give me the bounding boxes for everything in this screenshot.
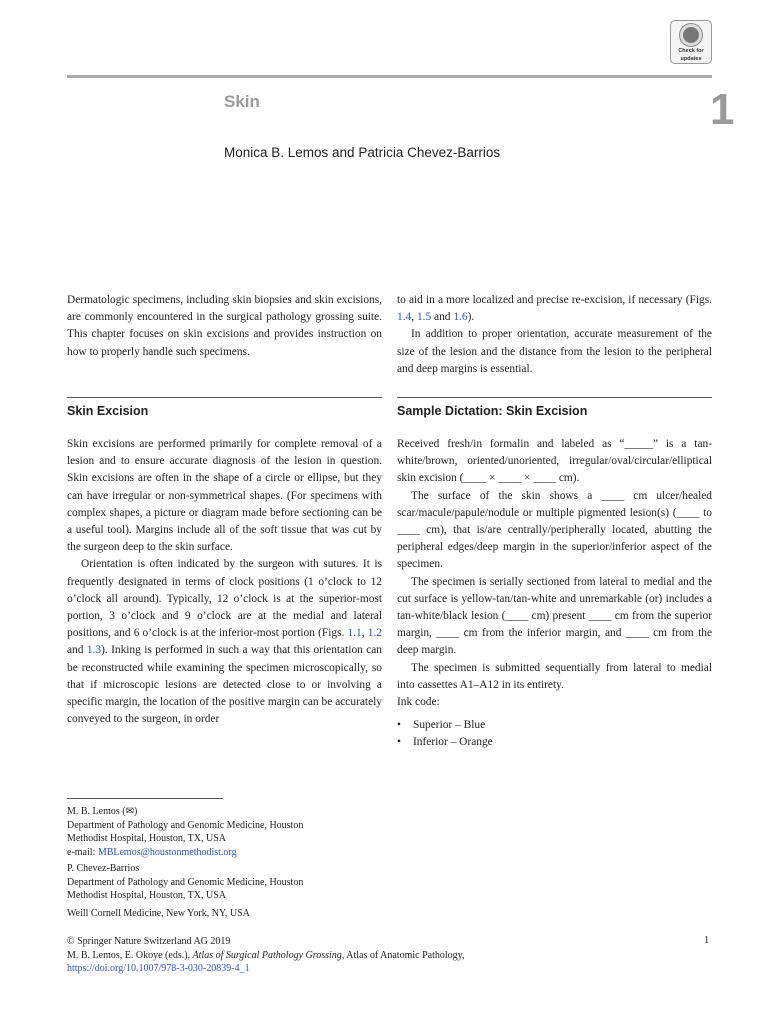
authors: Monica B. Lemos and Patricia Chevez-Barrios xyxy=(224,145,501,160)
affiliation-lemos xyxy=(67,805,367,859)
affiliation-weill-cornell: Weill Cornell Medicine, New York, NY, USA xyxy=(67,908,250,919)
page-number: 1 xyxy=(704,935,710,946)
skin-excision-paragraph-2: Orientation is often indicated by the surgeon with sutures. It is frequently designated in terms of clock positions (1 o’clock to 12 o’clock all around). Typically, 12 o’clock is at the superior-most portion, 3 o’clock and 9 o’clock are at the medial and lateral positions, and 6 o’clock is at the inferior-most portion (Figs. 1.1, 1.2 and 1.3). Inking is performed in such a way that this orientation can be reconstructed while examining the specimen microscopically, so that if microscopic lesions are detected close to or involving a specific margin, the location of the positive margin can be accurately conveyed to the surgeon, in order xyxy=(67,558,383,726)
dictation-paragraph-2: The surface of the skin shows a ____ cm ulcer/healed scar/macule/papule/nodule or multiple pigmented lesion(s) (____ to ____ cm), that is/are centrally/peripherally located, abutting the peripheral edges/deep margin in the superior/inferior aspect of the specimen. xyxy=(397,489,712,571)
copyright-line: © Springer Nature Switzerland AG 2019 xyxy=(67,936,231,947)
intro-paragraph: Dermatologic specimens, including skin biopsies and skin excisions, are commonly encountered in the surgical pathology grossing suite. This chapter focuses on skin excisions and provides instruction on how to properly handle such specimens. xyxy=(67,294,382,358)
check-for-updates-badge[interactable] xyxy=(670,20,712,64)
citation-line: M. B. Lemos, E. Okoye (eds.), Atlas of Surgical Pathology Grossing, Atlas of Anatomic Pathology, xyxy=(67,949,465,961)
check-for-updates-icon xyxy=(680,24,702,46)
skin-excision-column xyxy=(67,436,382,728)
ink-code-label: Ink code: xyxy=(397,696,440,709)
section-rule-left xyxy=(67,397,382,398)
doi-link[interactable]: https://doi.org/10.1007/978-3-030-20839-4_1 xyxy=(67,963,250,974)
affiliation-department: Department of Pathology and Genomic Medicine, Houston xyxy=(67,819,304,831)
intro-left-column xyxy=(67,292,382,361)
ink-code-item: • Inferior – Orange xyxy=(397,734,712,751)
fig-link-1-2[interactable]: 1.2 xyxy=(367,627,382,640)
sample-dictation-column xyxy=(397,436,712,752)
footnote-rule xyxy=(67,798,223,799)
affiliation-chevez-barrios xyxy=(67,862,367,903)
measurement-paragraph: In addition to proper orientation, accurate measurement of the size of the lesion and the distance from the lesion to the peripheral and deep margins is essential. xyxy=(397,328,712,375)
ink-code-list xyxy=(397,717,712,751)
affiliation-department: Methodist Hospital, Houston, TX, USA xyxy=(67,890,226,901)
chapter-title: Skin xyxy=(224,92,260,111)
email-link[interactable]: MBLemos@houstonmethodist.org xyxy=(97,846,237,858)
section-heading-sample-dictation: Sample Dictation: Skin Excision xyxy=(397,404,588,418)
affiliation-department: Methodist Hospital, Houston, TX, USA xyxy=(67,833,226,844)
chapter-number: 1 xyxy=(710,85,735,134)
fig-link-1-5[interactable]: 1.5 xyxy=(416,311,432,324)
section-heading-skin-excision: Skin Excision xyxy=(67,404,149,418)
affiliation-name: P. Chevez-Barrios xyxy=(67,863,140,874)
header-rule xyxy=(67,75,712,78)
ink-code-item: • Superior – Blue xyxy=(397,717,712,734)
fig-link-1-6[interactable]: 1.6 xyxy=(453,311,468,324)
dictation-paragraph-3: The specimen is serially sectioned from lateral to medial and the cut surface is yellow-tan/tan-white and unremarkable (or) includes a tan-white/black lesion (____ cm) present ____ cm from the superior margin, ____ cm from the inferior margin, and ____ cm from the deep margin. xyxy=(397,575,712,657)
badge-line-1: Check for xyxy=(678,48,704,54)
affiliation-department: Department of Pathology and Genomic Medicine, Houston xyxy=(67,876,304,888)
section-rule-right xyxy=(397,397,712,398)
affiliation-name: M. B. Lemos (✉) xyxy=(67,806,138,817)
badge-line-2: updates xyxy=(680,56,702,62)
copyright-block xyxy=(67,935,627,976)
intro-right-column xyxy=(397,292,712,378)
fig-link-1-4[interactable]: 1.4 xyxy=(397,311,412,324)
skin-excision-paragraph-1: Skin excisions are performed primarily for complete removal of a lesion and to ensure accurate diagnosis of the lesion in question. Skin excisions are often in the shape of a circle or ellipse, but they can have irregular or non-symmetrical shapes. (For specimens with complex shapes, a picture or diagram made before sectioning can be a useful tool). Margins include all of the soft tissue that was cut by the surgeon deep to the skin surface. xyxy=(67,438,382,554)
affiliation-email-line: e-mail: MBLemos@houstonmethodist.org xyxy=(67,846,237,858)
fig-link-1-3[interactable]: 1.3 xyxy=(86,644,102,657)
dictation-paragraph-4: The specimen is submitted sequentially from lateral to medial into cassettes A1–A12 in its entirety. xyxy=(397,661,712,691)
intro-continuation-paragraph: to aid in a more localized and precise re-excision, if necessary (Figs. 1.4, 1.5 and 1.6). xyxy=(397,294,712,324)
fig-link-1-1[interactable]: 1.1 xyxy=(347,627,362,640)
dictation-paragraph-1: Received fresh/in formalin and labeled as “_____” is a tan-white/brown, oriented/unoriented, irregular/oval/circular/elliptical skin excision (____ × ____ × ____ cm). xyxy=(397,438,712,485)
